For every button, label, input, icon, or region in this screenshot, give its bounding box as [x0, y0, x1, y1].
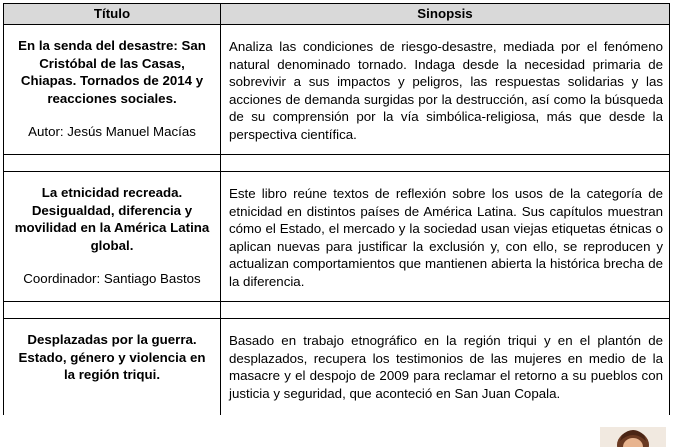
synopsis-cell: Basado en trabajo etnográfico en la región triqui y en el plantón de desplazados, recupera los testimonios de las mujeres en medio de la masacre y el despojo de 2009 para reclamar el retorno a su pueblos con justicia y seguridad, que aconteció en San Juan Copala. — [221, 319, 670, 416]
book-title: En la senda del desastre: San Cristóbal de las Casas, Chiapas. Tornados de 2014 y reacciones sociales. — [18, 38, 206, 106]
title-cell — [4, 319, 221, 416]
avatar — [600, 427, 666, 447]
spacer-cell — [221, 302, 670, 319]
synopsis-cell: Este libro reúne textos de reflexión sobre los usos de la categoría de etnicidad en distintos países de América Latina. Sus capítulos muestran cómo el Estado, el mercado y la sociedad usan viejas etiquetas étnicas o aplican nuevas para justificar la exclusión y, con ello, se reproducen y actualizan comportamientos que mantienen abierta la histórica brecha de la diferencia. — [221, 172, 670, 302]
spacer-cell — [4, 155, 221, 172]
book-author: Autor: Jesús Manuel Macías — [28, 124, 196, 139]
table-row — [4, 172, 670, 302]
row-spacer — [4, 155, 670, 172]
header-title: Título — [4, 4, 221, 25]
header-synopsis: Sinopsis — [221, 4, 670, 25]
spacer-cell — [4, 302, 221, 319]
books-table — [3, 3, 670, 415]
title-cell — [4, 25, 221, 155]
book-title: Desplazadas por la guerra. Estado, género y violencia en la región triqui. — [18, 332, 206, 382]
header-row — [4, 4, 670, 25]
synopsis-cell: Analiza las condiciones de riesgo-desastre, mediada por el fenómeno natural denominado tornado. Indaga desde la necesidad primaria de sobrevivir a sus impactos y peligros, las respuestas solidarias y las acciones de demanda surgidas por la destrucción, así como la búsqueda de su comprensión por la vía simbólica-religiosa, más que desde la perspectiva científica. — [221, 25, 670, 155]
avatar-illustration — [600, 427, 666, 447]
row-spacer — [4, 302, 670, 319]
spacer-cell — [221, 155, 670, 172]
title-cell — [4, 172, 221, 302]
table-row — [4, 319, 670, 416]
book-coordinator: Coordinador: Santiago Bastos — [23, 271, 201, 286]
table-row — [4, 25, 670, 155]
book-title: La etnicidad recreada. Desigualdad, diferencia y movilidad en la América Latina global. — [14, 185, 210, 253]
